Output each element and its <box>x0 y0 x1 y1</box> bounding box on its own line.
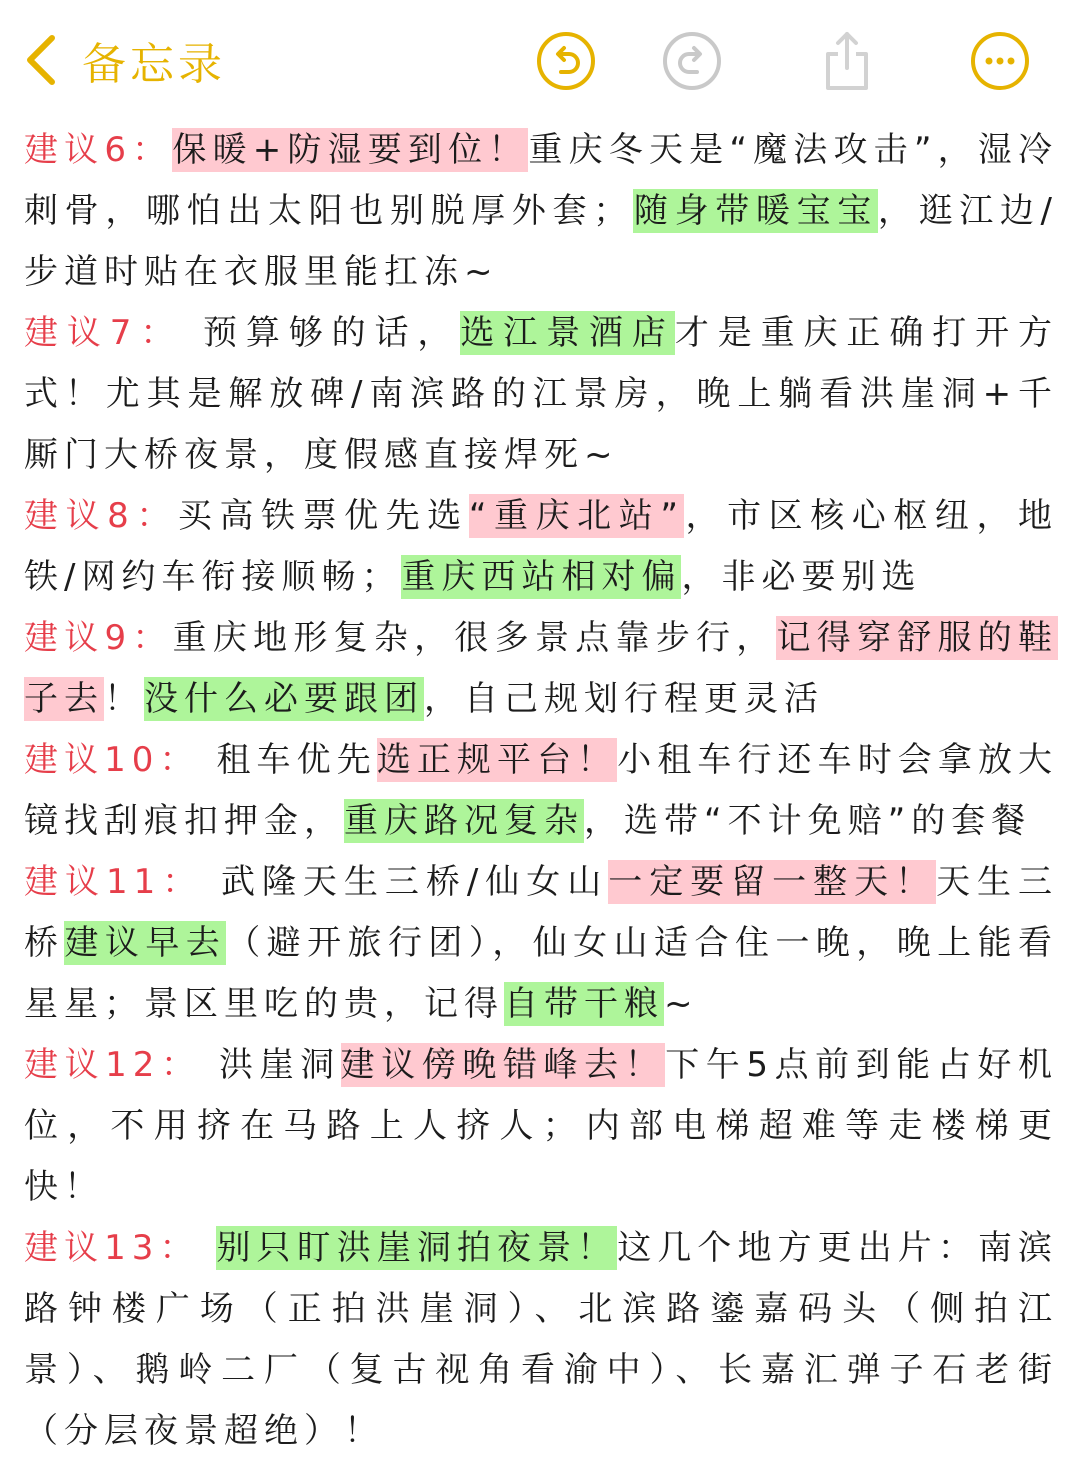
tip-label: 建议10： <box>24 740 200 780</box>
note-text: 重庆冬天是“魔法攻击”，湿冷刺骨，哪怕出太阳也别脱厚外套； <box>24 130 1058 231</box>
note-text: 洪崖洞 <box>201 1045 341 1085</box>
note-paragraph <box>24 852 1058 1035</box>
note-text: （避开旅行团），仙女山适合住一晚，晚上能看星星；景区里吃的贵，记得 <box>24 923 1059 1024</box>
highlight-green: 自带干粮 <box>504 984 664 1024</box>
highlight-green: 选江景酒店 <box>460 313 675 353</box>
back-label: 备忘录 <box>82 39 226 90</box>
more-icon <box>969 30 1031 92</box>
note-body[interactable] <box>24 120 1058 1462</box>
highlight-green: 重庆西站相对偏 <box>401 557 682 597</box>
tip-label: 建议12： <box>24 1045 202 1085</box>
note-text: 买高铁票优先选 <box>177 496 469 536</box>
tip-label: 建议13： <box>24 1228 200 1268</box>
note-paragraph <box>24 730 1058 852</box>
tip-label: 建议9： <box>24 618 173 658</box>
note-text <box>200 1228 217 1268</box>
note-paragraph <box>24 486 1058 608</box>
highlight-pink: “重庆北站” <box>468 496 684 536</box>
note-paragraph <box>24 120 1058 303</box>
note-paragraph <box>24 303 1058 486</box>
tip-label: 建议11： <box>24 862 204 902</box>
note-paragraph <box>24 608 1058 730</box>
highlight-pink: 记得穿舒服的鞋子去 <box>24 618 1059 719</box>
undo-icon <box>535 30 597 92</box>
note-paragraph <box>24 1218 1058 1462</box>
note-paragraph <box>24 1035 1058 1218</box>
tip-label: 建议6： <box>24 130 173 170</box>
back-button[interactable] <box>22 28 226 92</box>
highlight-green: 随身带暖宝宝 <box>633 191 878 231</box>
note-text: 这几个地方更出片：南滨路钟楼广场（正拍洪崖洞）、北滨路鎏嘉码头（侧拍江景）、鹅岭二厂（复古视角看渝中）、长嘉汇弹子石老街（分层夜景超绝）！ <box>24 1228 1059 1451</box>
note-text: ~ <box>664 984 699 1024</box>
chevron-left-icon <box>22 32 62 88</box>
share-icon <box>816 30 878 92</box>
highlight-pink: 一定要留一整天！ <box>608 862 937 902</box>
highlight-pink: 保暖+防湿要到位！ <box>172 130 529 170</box>
note-text: 天生三桥 <box>24 862 1059 963</box>
more-button[interactable] <box>969 30 1031 92</box>
note-text: ，逛江边/步道时贴在衣服里能扛冻~ <box>24 191 1059 292</box>
note-text: ，市区核心枢纽，地铁/网约车衔接顺畅； <box>24 496 1059 597</box>
note-text: 才是重庆正确打开方式！尤其是解放碑/南滨路的江景房，晚上躺看洪崖洞+千厮门大桥夜景，度假感直接焊死~ <box>24 313 1059 475</box>
undo-button[interactable] <box>535 30 597 92</box>
note-text: 预算够的话， <box>183 313 461 353</box>
highlight-green: 别只盯洪崖洞拍夜景！ <box>216 1228 618 1268</box>
tip-label: 建议7： <box>24 313 184 353</box>
share-button[interactable] <box>816 30 878 92</box>
highlight-pink: 建议傍晚错峰去！ <box>340 1045 666 1085</box>
note-text: 小租车行还车时会拿放大镜找刮痕扣押金， <box>24 740 1059 841</box>
top-toolbar <box>0 0 1080 120</box>
highlight-green: 重庆路况复杂 <box>344 801 584 841</box>
redo-button[interactable] <box>661 30 723 92</box>
note-text: 武隆天生三桥/仙女山 <box>203 862 609 902</box>
highlight-green: 建议早去 <box>64 923 227 963</box>
note-text: 重庆地形复杂，很多景点靠步行， <box>172 618 777 658</box>
note-text: 下午5点前到能占好机位，不用挤在马路上人挤人；内部电梯超难等走楼梯更快！ <box>24 1045 1059 1207</box>
note-text: ，非必要别选 <box>681 557 922 597</box>
redo-icon <box>661 30 723 92</box>
note-text: ，自己规划行程更灵活 <box>424 679 824 719</box>
note-text: 租车优先 <box>199 740 377 780</box>
tip-label: 建议8： <box>24 496 178 536</box>
note-text: ，选带“不计免赔”的套餐 <box>584 801 1032 841</box>
highlight-green: 没什么必要跟团 <box>144 679 424 719</box>
highlight-pink: 选正规平台！ <box>376 740 618 780</box>
note-text: ！ <box>104 679 144 719</box>
